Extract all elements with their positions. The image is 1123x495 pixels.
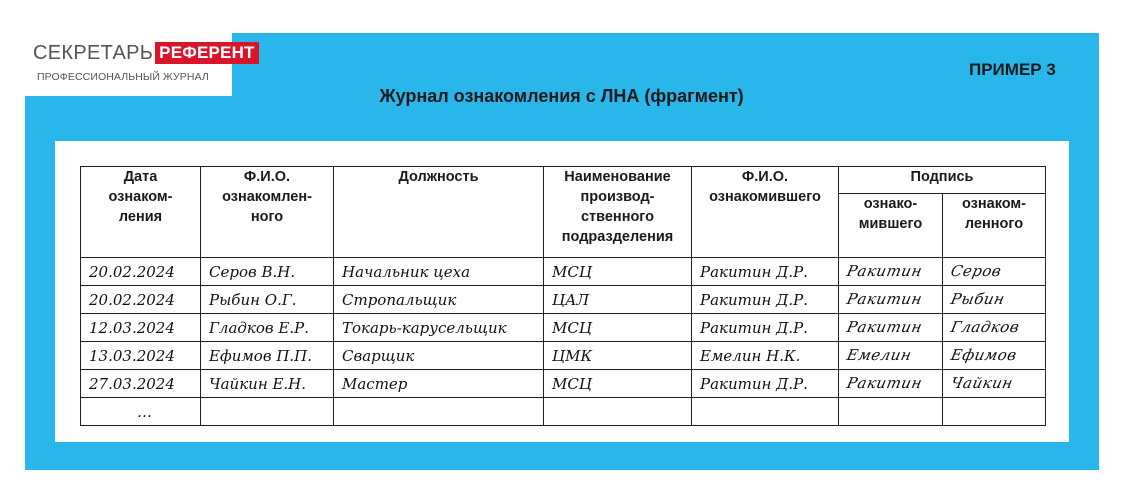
table-row xyxy=(81,342,1046,370)
cell-unit: МСЦ xyxy=(544,258,692,286)
cell-unit: МСЦ xyxy=(544,370,692,398)
logo-name: СЕКРЕТАРЬ xyxy=(33,42,154,64)
cell-position: Мастер xyxy=(334,370,544,398)
header-unit: Наименование производ- ственного подразделения xyxy=(544,167,692,258)
cell-date: 27.03.2024 xyxy=(81,370,201,398)
cell-fio: Чайкин Е.Н. xyxy=(201,370,334,398)
signature-introduced: Чайкин xyxy=(949,374,1015,392)
cell-date: 12.03.2024 xyxy=(81,314,201,342)
signature-introducer: Емелин xyxy=(845,346,914,364)
table-row xyxy=(81,370,1046,398)
header-fio: Ф.И.О. ознакомлен- ного xyxy=(201,167,334,258)
header-signature: Подпись xyxy=(839,167,1046,194)
logo-brand: РЕФЕРЕНТ xyxy=(155,42,258,64)
table-row xyxy=(81,258,1046,286)
header-sign-introduced: ознаком- ленного xyxy=(943,194,1046,258)
signature-introducer: Ракитин xyxy=(845,374,924,392)
signature-introduced: Серов xyxy=(949,262,1004,280)
signature-introducer: Ракитин xyxy=(845,318,924,336)
cell-date: 20.02.2024 xyxy=(81,258,201,286)
signature-introducer: Ракитин xyxy=(845,262,924,280)
cell-empty xyxy=(692,398,839,426)
cell-fio: Рыбин О.Г. xyxy=(201,286,334,314)
document-title: Журнал ознакомления с ЛНА (фрагмент) xyxy=(379,86,744,106)
cell-sign-introducer xyxy=(839,286,943,314)
logo-wordmark xyxy=(33,42,259,64)
cell-unit: ЦМК xyxy=(544,342,692,370)
table-row xyxy=(81,286,1046,314)
cell-sign-introduced xyxy=(943,258,1046,286)
header-introducer: Ф.И.О. ознакомившего xyxy=(692,167,839,258)
cell-introducer: Ракитин Д.Р. xyxy=(692,286,839,314)
cell-fio: Серов В.Н. xyxy=(201,258,334,286)
header-date: Дата ознаком- ления xyxy=(81,167,201,258)
cell-date: 13.03.2024 xyxy=(81,342,201,370)
cell-introducer: Ракитин Д.Р. xyxy=(692,258,839,286)
cell-empty xyxy=(839,398,943,426)
cell-position: Сварщик xyxy=(334,342,544,370)
cell-sign-introduced xyxy=(943,342,1046,370)
ellipsis: … xyxy=(81,398,201,426)
cell-sign-introduced xyxy=(943,314,1046,342)
cell-sign-introducer xyxy=(839,258,943,286)
table-row-ellipsis xyxy=(81,398,1046,426)
cell-empty xyxy=(201,398,334,426)
example-label: ПРИМЕР 3 xyxy=(969,60,1056,79)
cell-sign-introducer xyxy=(839,314,943,342)
signature-introducer: Ракитин xyxy=(845,290,924,308)
table-row xyxy=(81,314,1046,342)
header-sign-introducer: ознако- мившего xyxy=(839,194,943,258)
cell-fio: Ефимов П.П. xyxy=(201,342,334,370)
cell-introducer: Емелин Н.К. xyxy=(692,342,839,370)
cell-sign-introducer xyxy=(839,342,943,370)
cell-empty xyxy=(544,398,692,426)
header-position: Должность xyxy=(334,167,544,258)
cell-fio: Гладков Е.Р. xyxy=(201,314,334,342)
cell-date: 20.02.2024 xyxy=(81,286,201,314)
cell-sign-introducer xyxy=(839,370,943,398)
signature-introduced: Гладков xyxy=(949,318,1022,336)
cell-sign-introduced xyxy=(943,286,1046,314)
cell-position: Токарь-карусельщик xyxy=(334,314,544,342)
journal-table xyxy=(80,166,1046,426)
signature-introduced: Рыбин xyxy=(949,290,1007,308)
signature-introduced: Ефимов xyxy=(949,346,1019,364)
cell-unit: МСЦ xyxy=(544,314,692,342)
cell-introducer: Ракитин Д.Р. xyxy=(692,370,839,398)
cell-position: Стропальщик xyxy=(334,286,544,314)
cell-position: Начальник цеха xyxy=(334,258,544,286)
cell-empty xyxy=(334,398,544,426)
cell-introducer: Ракитин Д.Р. xyxy=(692,314,839,342)
cell-empty xyxy=(943,398,1046,426)
logo xyxy=(0,0,255,96)
logo-subtitle: ПРОФЕССИОНАЛЬНЫЙ ЖУРНАЛ xyxy=(37,71,209,83)
cell-unit: ЦАЛ xyxy=(544,286,692,314)
cell-sign-introduced xyxy=(943,370,1046,398)
